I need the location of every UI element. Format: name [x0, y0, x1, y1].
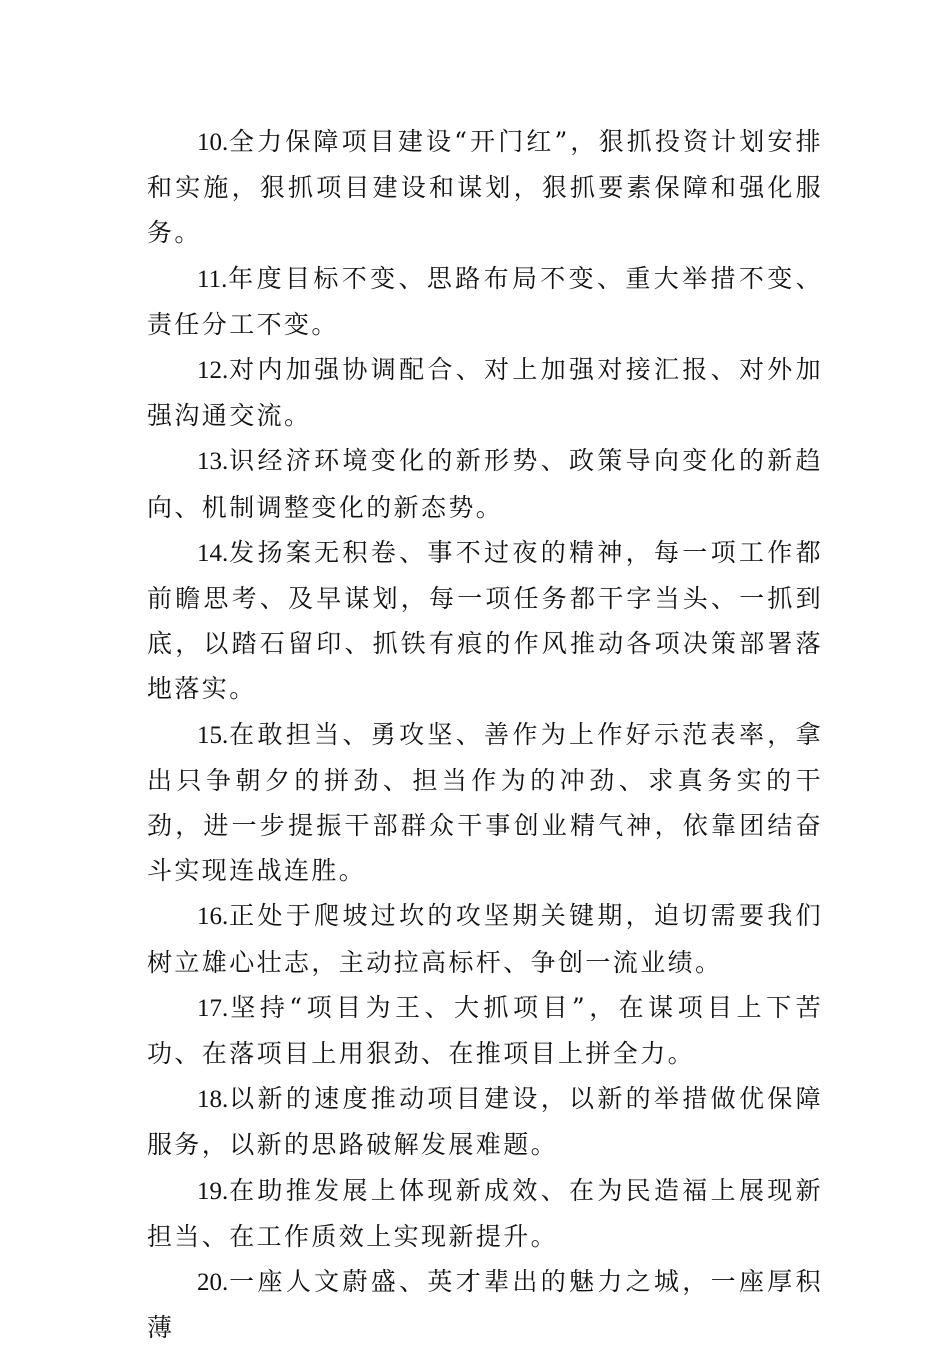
paragraph-11	[147, 256, 823, 347]
paragraph-number: 16.	[197, 903, 229, 931]
paragraph-number: 17.	[197, 994, 229, 1022]
paragraph-number: 13.	[197, 448, 229, 476]
paragraph-text: 全力保障项目建设“开门红”，狠抓投资计划安排和实施，狠抓项目建设和谋划，狠抓要素保障和强化服务。	[147, 127, 823, 248]
paragraph-number: 14.	[197, 539, 229, 567]
paragraph-text: 识经济环境变化的新形势、政策导向变化的新趋向、机制调整变化的新态势。	[147, 446, 823, 522]
paragraph-text: 年度目标不变、思路布局不变、重大举措不变、责任分工不变。	[147, 263, 823, 339]
paragraph-number: 12.	[197, 357, 229, 385]
paragraph-12	[147, 347, 823, 438]
paragraph-15	[147, 712, 823, 894]
paragraph-text: 发扬案无积卷、事不过夜的精神，每一项工作都前瞻思考、及早谋划，每一项任务都干字当头、一抓到底，以踏石留印、抓铁有痕的作风推动各项决策部署落地落实。	[147, 537, 823, 704]
paragraph-13	[147, 438, 823, 529]
paragraph-18	[147, 1076, 823, 1167]
paragraph-number: 20.	[197, 1269, 229, 1297]
paragraph-number: 18.	[197, 1086, 229, 1114]
paragraph-19	[147, 1168, 823, 1259]
paragraph-number: 15.	[197, 721, 229, 749]
paragraph-number: 11.	[197, 265, 228, 293]
paragraph-text: 一座人文蔚盛、英才辈出的魅力之城，一座厚积薄	[147, 1267, 823, 1343]
paragraph-text: 在助推发展上体现新成效、在为民造福上展现新担当、在工作质效上实现新提升。	[147, 1175, 823, 1251]
paragraph-number: 19.	[197, 1177, 229, 1205]
paragraph-16	[147, 893, 823, 984]
paragraph-17	[147, 985, 823, 1076]
paragraph-text: 正处于爬坡过坎的攻坚期关键期，迫切需要我们树立雄心壮志，主动拉高标杆、争创一流业绩。	[147, 901, 823, 977]
paragraph-20	[147, 1259, 823, 1350]
paragraph-text: 以新的速度推动项目建设，以新的举措做优保障服务，以新的思路破解发展难题。	[147, 1084, 823, 1160]
paragraph-text: 坚持“项目为王、大抓项目”，在谋项目上下苦功、在落项目上用狠劲、在推项目上拼全力。	[147, 992, 823, 1069]
paragraph-number: 10.	[197, 129, 229, 156]
paragraph-text: 在敢担当、勇攻坚、善作为上作好示范表率，拿出只争朝夕的拼劲、担当作为的冲劲、求真务实的干劲，进一步提振干部群众干事创业精气神，依靠团结奋斗实现连战连胜。	[147, 719, 823, 886]
paragraph-14	[147, 530, 823, 712]
document-body	[147, 119, 823, 1350]
paragraph-text: 对内加强协调配合、对上加强对接汇报、对外加强沟通交流。	[147, 355, 823, 431]
paragraph-10	[147, 119, 823, 256]
